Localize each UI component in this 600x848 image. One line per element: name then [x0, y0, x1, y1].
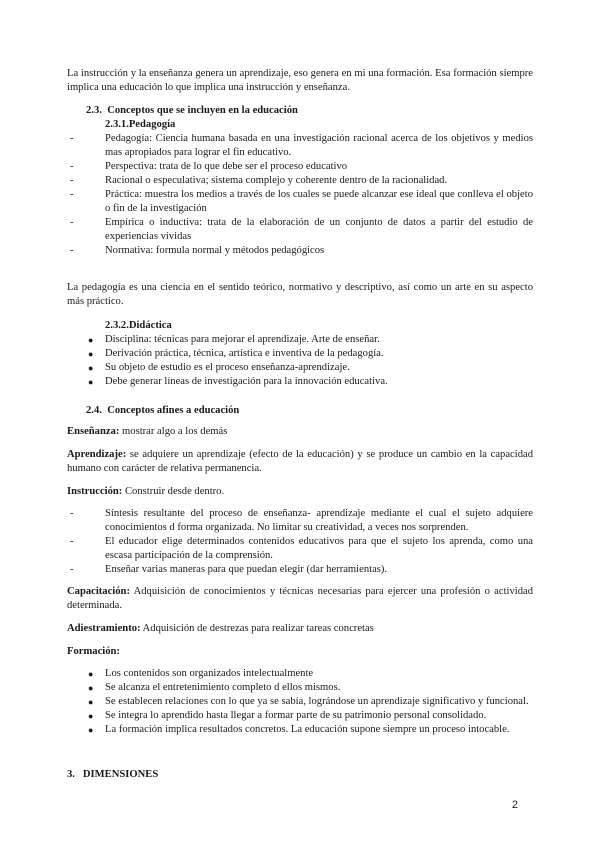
definition-ensenanza: Enseñanza: mostrar algo a los demás	[67, 426, 228, 437]
section-heading-2-3	[86, 104, 552, 118]
instruccion-list	[67, 507, 533, 577]
list-item: ● Los contenidos son organizados intelectualmente	[88, 668, 314, 679]
formacion-heading: Formación:	[67, 646, 120, 657]
dash-marker: -	[70, 536, 74, 547]
bullet-icon: ●	[88, 669, 94, 679]
section-number: 3.	[67, 769, 75, 780]
list-item: - Pedagogía: Ciencia humana basada en una investigación racional acerca de los objetivos y medios mas apropiados para lograr el fin educativo.	[70, 133, 533, 158]
dash-marker: -	[70, 245, 74, 256]
list-item: ● Derivación práctica, técnica, artística e inventiva de la pedagogía.	[88, 348, 384, 359]
list-item: - Enseñar varias maneras para que puedan elegir (dar herramientas).	[70, 564, 388, 575]
pedagogia-list	[67, 132, 533, 258]
bullet-icon: ●	[88, 725, 94, 735]
list-item: - Práctica: muestra los medios a través de los cuales se puede alcanzar ese ideal que conlleva el objeto o fin de la investigación	[70, 189, 533, 214]
term: Capacitación:	[67, 586, 130, 597]
section-number: 2.3.	[86, 105, 102, 116]
list-item: - Perspectiva: trata de lo que debe ser el proceso educativo	[70, 161, 348, 172]
list-item: ● Disciplina: técnicas para mejorar el aprendizaje. Arte de enseñar.	[88, 334, 380, 345]
definition-capacitacion: Capacitación: Adquisición de conocimientos y técnicas necesarias para ejercer una profesión o actividad determinada.	[67, 586, 533, 611]
bullet-icon: ●	[88, 711, 94, 721]
dash-marker: -	[70, 564, 74, 575]
section-title: Conceptos que se incluyen en la educación	[107, 105, 298, 116]
dash-marker: -	[70, 508, 74, 519]
dash-marker: -	[70, 217, 74, 228]
list-item: - Normativa: formula normal y métodos pedagógicos	[70, 245, 325, 256]
list-item: ● Se establecen relaciones con lo que ya se sabía, lográndose un aprendizaje significativo y funcional.	[88, 696, 529, 707]
list-item: - Racional o especulativa; sistema complejo y coherente dentro de la racionalidad.	[70, 175, 448, 186]
list-item: ● La formación implica resultados concretos. La educación supone siempre un proceso intocable.	[88, 724, 510, 735]
list-item: ● Se integra lo aprendido hasta llegar a formar parte de su patrimonio personal consolidado.	[88, 710, 487, 721]
list-item: ● Se alcanza el entretenimiento completo d ellos mismos.	[88, 682, 341, 693]
dash-marker: -	[70, 161, 74, 172]
bullet-icon: ●	[88, 349, 94, 359]
section-number: 2.4.	[86, 405, 102, 416]
section-heading-2-4	[86, 404, 552, 418]
list-item: - Empírica o inductiva: trata de la elaboración de un conjunto de datos a partir del estudio de experiencias vividas	[70, 217, 533, 242]
pedagogia-paragraph: La pedagogía es una ciencia en el sentido teórico, normativo y descriptivo, así como un arte en su aspecto más práctico.	[67, 282, 533, 307]
list-item: ● Su objeto de estudio es el proceso enseñanza-aprendizaje.	[88, 362, 350, 373]
list-item: - El educador elige determinados contenidos educativos para que el sujeto los aprenda, como una escasa participación de la comprensión.	[70, 536, 533, 561]
definition-instruccion: Instrucción: Construir desde dentro.	[67, 486, 225, 497]
definition-aprendizaje: Aprendizaje: se adquiere un aprendizaje (efecto de la educación) y se produce un cambio en la capacidad humano con carácter de relativa permanencia.	[67, 449, 533, 474]
bullet-icon: ●	[88, 363, 94, 373]
page-number: 2	[511, 799, 518, 811]
list-item: - Síntesis resultante del proceso de enseñanza- aprendizaje mediante el cual el sujeto adquiere conocimientos d forma organizada. No limitar su creatividad, a veces nos sorprenden.	[70, 508, 533, 533]
term: Adiestramiento:	[67, 623, 141, 634]
section-title: Conceptos afines a educación	[107, 405, 240, 416]
definition-adiestramiento: Adiestramiento: Adquisición de destrezas para realizar tareas concretas	[67, 623, 374, 634]
subsection-heading-pedagogia: 2.3.1.Pedagogía	[105, 119, 176, 130]
formacion-list	[67, 667, 533, 737]
section-heading-3	[67, 768, 533, 782]
section-title: DIMENSIONES	[82, 769, 159, 780]
subsection-heading-didactica: 2.3.2.Didáctica	[105, 320, 172, 331]
list-item: ● Debe generar líneas de investigación para la innovación educativa.	[88, 376, 388, 387]
bullet-icon: ●	[88, 683, 94, 693]
bullet-icon: ●	[88, 377, 94, 387]
bullet-icon: ●	[88, 335, 94, 345]
dash-marker: -	[70, 175, 74, 186]
term: Aprendizaje:	[67, 449, 127, 460]
bullet-icon: ●	[88, 697, 94, 707]
term: Instrucción:	[67, 486, 123, 497]
term: Enseñanza:	[67, 426, 120, 437]
didactica-list	[67, 333, 533, 389]
dash-marker: -	[70, 189, 74, 200]
dash-marker: -	[70, 133, 74, 144]
intro-paragraph: La instrucción y la enseñanza genera un aprendizaje, eso genera en mi una formación. Esa formación siempre implica una educación lo que implica una instrucción y enseñanza.	[67, 68, 533, 93]
